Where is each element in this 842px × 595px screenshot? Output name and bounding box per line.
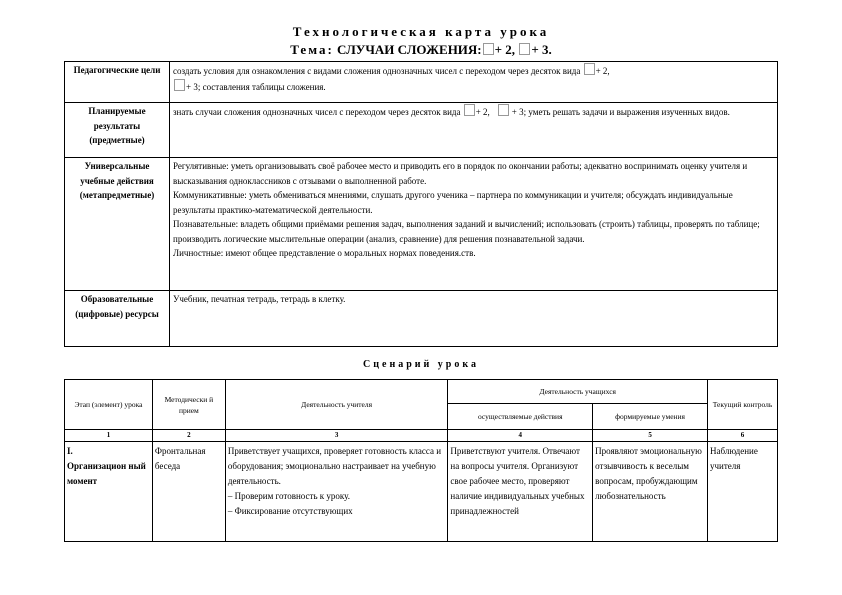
header-control: Текущий контроль	[708, 380, 778, 430]
uud-cognitive: Познавательные: владеть общими приёмами решения задач, выполнения заданий и вычислений; использовать (строить) таблицы, проверять по таблице; производить логические мыслительные операции (анализ, сравнение) для решения познавательной задачи.	[173, 219, 760, 244]
uud-value	[170, 158, 778, 291]
goals-value: создать условия для ознакомления с видами сложения однозначных чисел с переходом через десяток вида + 2, + 3; составления таблицы сложения.	[170, 62, 778, 103]
scenario-table	[64, 379, 778, 542]
info-row-results	[65, 103, 778, 158]
header-teacher: Деятельность учителя	[225, 380, 448, 430]
topic-label: Тема:	[290, 42, 334, 57]
info-row-resources	[65, 291, 778, 347]
col-number: 6	[708, 430, 778, 442]
resources-value: Учебник, печатная тетрадь, тетрадь в клетку.	[170, 291, 778, 347]
placeholder-box-icon	[483, 43, 494, 55]
lesson-info-table	[64, 61, 778, 347]
col-number: 2	[152, 430, 225, 442]
skills-cell: Проявляют эмоциональную отзывчивость к веселым вопросам, пробуждающим любознательность	[593, 442, 708, 542]
header-stage: Этап (элемент) урока	[65, 380, 153, 430]
resources-label: Образовательные (цифровые) ресурсы	[65, 291, 170, 347]
uud-communicative: Коммуникативные: уметь обмениваться мнениями, слушать другого ученика – партнера по коммуникации и учителя; обсуждать индивидуальные результаты практико-математической деятельности.	[173, 190, 733, 215]
control-cell: Наблюдение учителя	[708, 442, 778, 542]
teacher-cell: Приветствует учащихся, проверяет готовность класса и оборудования; эмоционально настраивает на учебную деятельность. – Проверим готовность к уроку. – Фиксирование отсутствующих	[225, 442, 448, 542]
results-label: Планируемые результаты (предметные)	[65, 103, 170, 158]
topic-expr-2: + 3.	[531, 42, 552, 57]
topic-text: СЛУЧАИ СЛОЖЕНИЯ:	[337, 42, 482, 57]
topic-expr-1: + 2,	[494, 42, 516, 57]
header-student-skills: формируемые умения	[593, 404, 708, 430]
uud-personal: Личностные: имеют общее представление о моральных нормах поведения.ств.	[173, 248, 476, 258]
stage-number: I.	[67, 446, 73, 456]
placeholder-box-icon	[584, 63, 595, 75]
goals-label: Педагогические цели	[65, 62, 170, 103]
col-number: 4	[448, 430, 593, 442]
col-number: 1	[65, 430, 153, 442]
header-students: Деятельность учащихся	[448, 380, 708, 404]
placeholder-box-icon	[464, 104, 475, 116]
results-value: знать случаи сложения однозначных чисел с переходом через десяток вида + 2, + 3; уметь решать задачи и выражения изученных видов.	[170, 103, 778, 158]
scenario-number-row	[65, 430, 778, 442]
document-title: Технологическая карта урока	[292, 24, 550, 39]
header-method: Методически й прием	[152, 380, 225, 430]
placeholder-box-icon	[498, 104, 509, 116]
uud-regulative: Регулятивные: уметь организовывать своё рабочее место и приводить его в порядок по окончании работы; адекватно воспринимать оценку учителя и высказывания одноклассников с отзывами о выполненной работе.	[173, 161, 748, 186]
table-row	[65, 442, 778, 542]
actions-cell: Приветствуют учителя. Отвечают на вопросы учителя. Организуют свое рабочее место, проверяют наличие индивидуальных учебных принадлежностей	[448, 442, 593, 542]
scenario-header-row-1	[65, 380, 778, 404]
col-number: 3	[225, 430, 448, 442]
placeholder-box-icon	[174, 79, 185, 91]
stage-cell	[65, 442, 153, 542]
method-cell: Фронтальная беседа	[152, 442, 225, 542]
scenario-title: Сценарий урока	[363, 359, 479, 370]
info-row-goals	[65, 62, 778, 103]
lesson-topic	[0, 42, 842, 58]
col-number: 5	[593, 430, 708, 442]
stage-name: Организацион ный момент	[67, 461, 146, 486]
placeholder-box-icon	[519, 43, 530, 55]
info-row-uud	[65, 158, 778, 291]
uud-label: Универсальные учебные действия (метапредметные)	[65, 158, 170, 291]
header-student-actions: осуществляемые действия	[448, 404, 593, 430]
